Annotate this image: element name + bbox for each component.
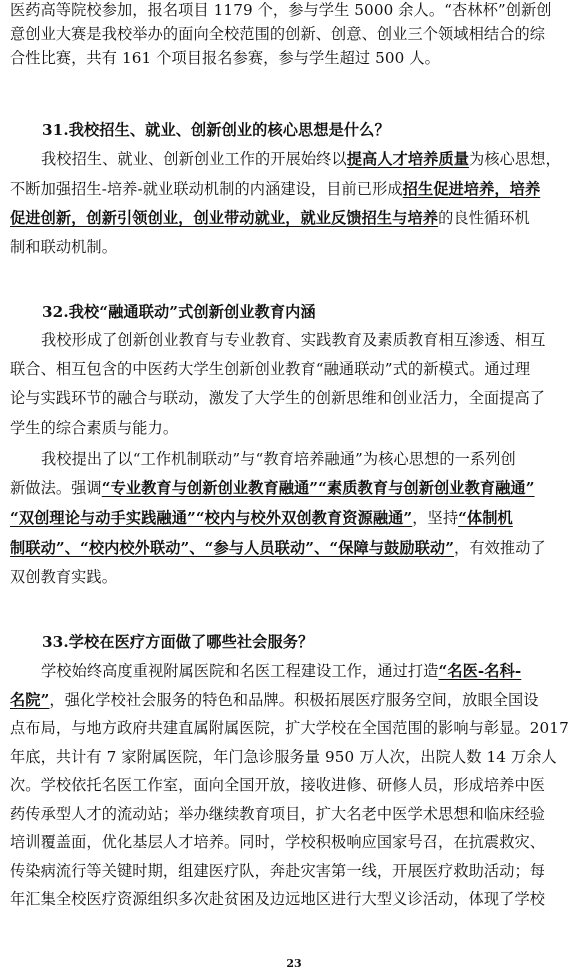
page-number: 23 [286,957,302,970]
text-line: 意创业大赛是我校举办的面向全校范围的创新、创意、创业三个领域相结合的综 [10,25,546,43]
emphasis-text: 招生促进培养，培养 [402,180,541,198]
section-heading-33: 33.学校在医疗方面做了哪些社会服务？ [42,633,314,651]
emphasis-text: “双创理论与动手实践融通”“校内与校外双创教育资源融通” [10,509,413,527]
text-line: 我校形成了创新创业教育与专业教育、实践教育及素质教育相互渗透、相互 [41,331,546,349]
text-run: 新做法。强调 [10,479,102,497]
text-run: 学校始终高度重视附属医院和名医工程建设工作，通过打造 [41,662,439,680]
text-run: 不断加强招生-培养-就业联动机制的内涵建设，目前已形成 [10,180,403,198]
text-run: ，坚持 [412,509,459,527]
emphasis-text: 提高人才培养质量 [346,150,470,168]
section-heading-32: 32.我校“融通联动”式创新创业教育内涵 [42,303,316,321]
text-line: 点布局，与地方政府共建直属附属医院，扩大学校在全国范围的影响与彰显。2017 [10,719,569,737]
text-line: 学生的综合素质与能力。 [10,419,179,437]
text-line [10,177,580,201]
text-line [10,506,580,530]
section-heading-31: 31.我校招生、就业、创新创业的核心思想是什么？ [42,121,390,139]
text-line [10,476,580,500]
text-run: 我校招生、就业、创新创业工作的开展始终以 [41,150,347,168]
text-line [10,659,588,683]
emphasis-text: “专业教育与创新创业教育融通”“素质教育与创新创业教育融通” [101,479,535,497]
text-line: 制和联动机制。 [10,238,118,256]
text-line: 培训覆盖面，优化基层人才培养。同时，学校积极响应国家号召，在抗震救灾、 [10,833,546,851]
emphasis-text: 名院” [10,691,50,709]
text-line: 联合、相互包含的中医药大学生创新创业教育“融通联动”式的新模式。通过理 [10,360,531,378]
emphasis-text: 制联动”、“校内校外联动”、“参与人员联动”、“保障与鼓励联动” [10,539,455,557]
text-line [10,147,588,171]
text-line: 我校提出了以“工作机制联动”与“教育培养融通”为核心思想的一系列创 [41,450,516,468]
text-run: 的良性循环机 [438,209,530,227]
text-run: 为核心思想， [469,150,561,168]
text-line [10,536,580,560]
text-line: 双创教育实践。 [10,568,118,586]
text-line: 传染病流行等关键时期，组建医疗队，奔赴灾害第一线，开展医疗救助活动；每 [10,862,546,880]
text-run: ，强化学校社会服务的特色和品牌。积极拓展医疗服务空间，放眼全国设 [49,691,539,709]
text-line [10,206,580,230]
text-line: 医药高等院校参加，报名项目 1179 个，参与学生 5000 余人。“杏林杯”创新创 [10,1,552,19]
text-line: 年汇集全校医疗资源组织多次赴贫困及边远地区进行大型义诊活动，体现了学校 [10,890,546,908]
emphasis-text: “体制机 [458,509,513,527]
text-line: 年底，共计有 7 家附属医院，年门急诊服务量 950 万人次，出院人数 14 万余人 [10,748,557,766]
text-line [10,688,580,712]
text-line: 次。学校依托名医工作室，面向全国开放，接收进修、研修人员，形成培养中医 [10,776,546,794]
text-line: 药传承型人才的流动站；举办继续教育项目，扩大名老中医学术思想和临床经验 [10,805,546,823]
text-line: 合性比赛，共有 161 个项目报名参赛，参与学生超过 500 人。 [10,49,440,67]
emphasis-text: “名医-名科- [438,662,522,680]
text-run: ，有效推动了 [454,539,546,557]
text-line: 论与实践环节的融合与联动，激发了大学生的创新思维和创业活力，全面提高了 [10,389,546,407]
emphasis-text: 促进创新，创新引领创业，创业带动就业，就业反馈招生与培养 [10,209,439,227]
